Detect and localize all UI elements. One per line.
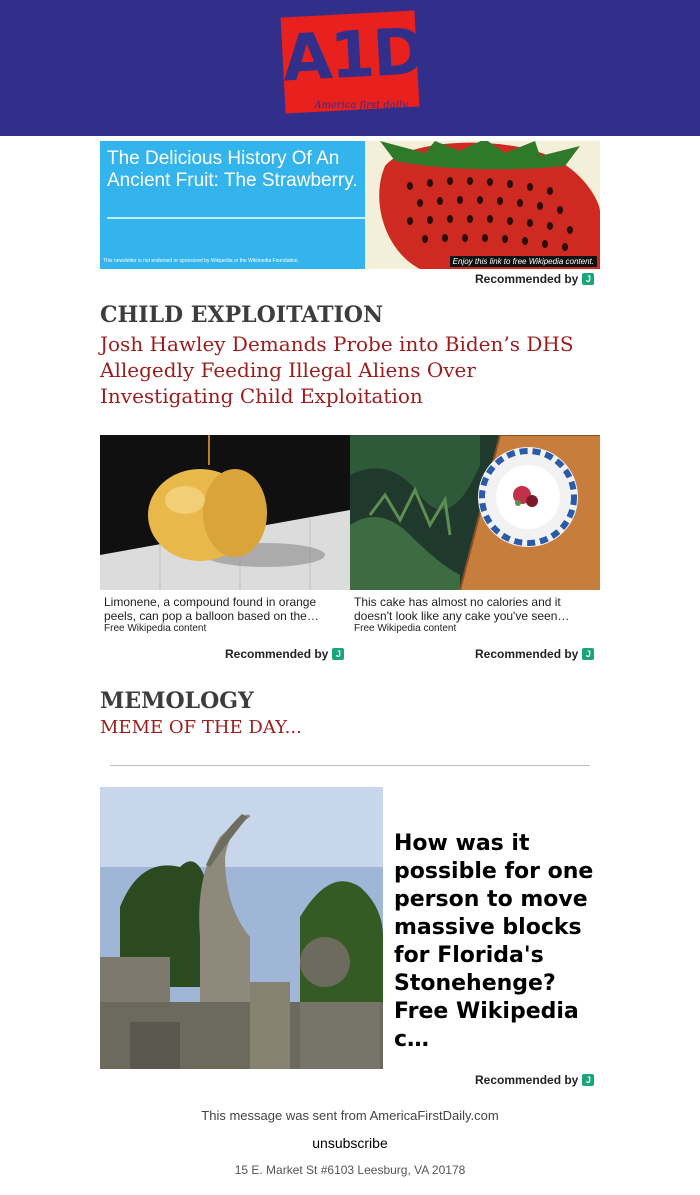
recommended-label: Recommended by <box>475 1073 579 1087</box>
recommended-by-badge[interactable] <box>475 272 594 286</box>
ad-card-cake[interactable] <box>350 435 600 640</box>
logo-text: A1D <box>280 15 426 97</box>
jeeng-icon: J <box>582 1074 594 1086</box>
section-title-child-exploitation: CHILD EXPLOITATION <box>100 302 384 328</box>
recommended-by-badge[interactable] <box>225 647 344 661</box>
ad-card-limonene[interactable] <box>100 435 350 640</box>
jeeng-icon: J <box>332 648 344 660</box>
balloon-image[interactable] <box>100 435 350 590</box>
coral-castle-image[interactable] <box>100 787 383 1069</box>
recommended-label: Recommended by <box>475 272 579 286</box>
balloon-photo <box>100 435 350 590</box>
recommended-label: Recommended by <box>475 647 579 661</box>
header-banner <box>0 0 700 136</box>
jeeng-icon: J <box>582 648 594 660</box>
section-divider <box>110 765 590 766</box>
ad-divider <box>107 217 371 219</box>
footer-sent-from: This message was sent from AmericaFirstDaily.com <box>201 1108 499 1123</box>
strawberry-image[interactable] <box>365 141 600 269</box>
cake-image[interactable] <box>350 435 600 590</box>
card-source: Free Wikipedia content <box>104 623 207 634</box>
strawberry-ad[interactable] <box>100 141 600 269</box>
jeeng-icon: J <box>582 273 594 285</box>
ad-caption: Enjoy this link to free Wikipedia content. <box>450 256 597 267</box>
card-headline[interactable]: This cake has almost no calories and it doesn't look like any cake you've seen… <box>354 595 570 623</box>
footer-address: 15 E. Market St #6103 Leesburg, VA 20178 <box>234 1163 466 1177</box>
cake-photo <box>350 435 600 590</box>
recommended-by-badge[interactable] <box>475 1073 594 1087</box>
recommended-by-badge[interactable] <box>475 647 594 661</box>
coral-castle-photo <box>100 787 383 1069</box>
ad-headline-stonehenge[interactable]: How was it possible for one person to move massive blocks for Florida's Stonehenge? Free Wikipedia c… <box>394 831 594 1052</box>
card-headline[interactable]: Limonene, a compound found in orange peels, can pop a balloon based on the… <box>104 595 319 623</box>
strawberry-illustration <box>365 141 600 269</box>
logo[interactable] <box>280 11 426 114</box>
ad-disclaimer: This newsletter is not endorsed or sponsored by Wikipedia or the Wikimedia Foundation. <box>103 258 299 264</box>
logo-tagline: America first daily <box>314 100 408 111</box>
recommended-label: Recommended by <box>225 647 329 661</box>
section-title-memology: MEMOLOGY <box>100 688 254 714</box>
memology-headline[interactable]: MEME OF THE DAY... <box>100 717 302 738</box>
article-headline[interactable]: Josh Hawley Demands Probe into Biden’s DHS Allegedly Feeding Illegal Aliens Over Investigating Child Exploitation <box>100 332 574 408</box>
unsubscribe-link[interactable]: unsubscribe <box>312 1135 388 1151</box>
card-source: Free Wikipedia content <box>354 623 457 634</box>
ad-title[interactable]: The Delicious History Of An Ancient Fruit: The Strawberry. <box>107 148 358 191</box>
